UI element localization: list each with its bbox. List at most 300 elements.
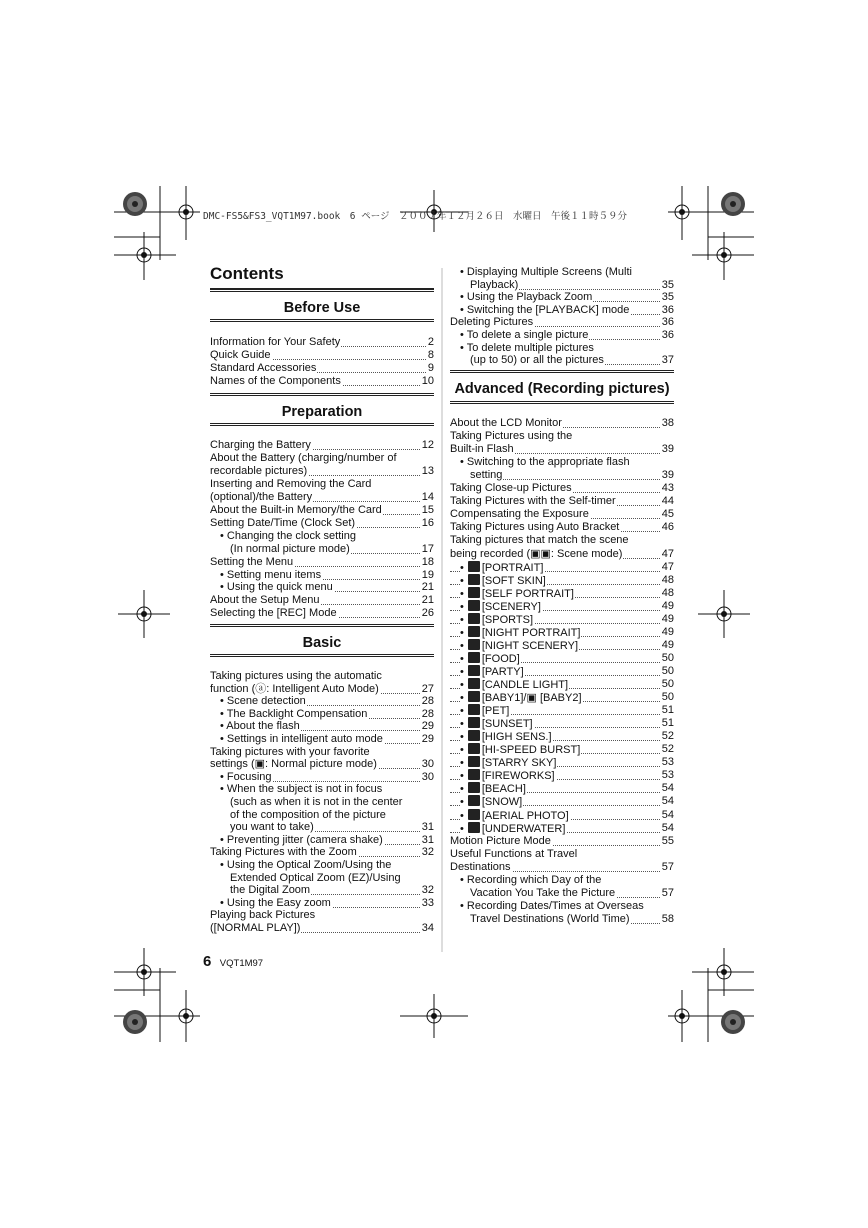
toc-entry-text: • Using the quick menu [220,581,333,594]
toc-entry[interactable] [450,443,674,456]
toc-page-number: 31 [421,833,434,846]
bullet: • [460,600,464,613]
toc-entry-label: [FIREWORKS] [481,770,555,783]
toc-entry[interactable] [210,809,434,822]
toc-entry-text: • To delete a single picture [460,329,589,341]
section-rule [450,401,674,404]
toc-entry[interactable] [450,809,674,822]
section-title-before-use: Before Use [283,300,361,316]
toc-entry[interactable] [210,846,434,859]
toc-entry-text [460,810,570,822]
toc-entry-text: Travel Destinations (World Time) [470,912,630,925]
toc-entry-text: • To delete multiple pictures [460,341,594,354]
toc-entry-text: Destinations [450,860,511,873]
bullet: • [460,652,464,665]
toc-entry[interactable] [450,756,674,769]
bullet: • [460,587,464,600]
bullet: • [460,574,464,587]
toc-entry-text [460,588,575,600]
scene-mode-icon [468,665,480,676]
toc-entry-text: (In normal picture mode) [230,542,350,555]
bullet: • [460,692,464,705]
toc-entry-text [460,653,521,665]
scene-mode-icon [468,574,480,585]
toc-entry[interactable] [450,913,674,926]
toc-entry[interactable] [210,581,434,594]
bullet: • [460,665,464,678]
toc-entry-text [460,783,527,795]
toc-entry-text: Playback) [470,278,519,291]
manual-code: VQT1M97 [219,958,264,969]
toc-entry[interactable] [450,730,674,743]
bullet: • [460,757,464,770]
bullet: • [460,744,464,757]
toc-entry[interactable] [450,769,674,782]
toc-entry[interactable] [450,316,674,329]
toc-page-number: 54 [661,795,674,808]
toc-entry-text: • Switching to the appropriate flash [460,456,630,469]
toc-entry[interactable] [210,504,434,517]
toc-entry-text: • About the flash [220,720,300,733]
toc-entry-text: • Using the Optical Zoom/Using the [220,859,392,871]
toc-entry[interactable] [450,874,674,887]
section-title-advanced: Advanced (Recording pictures) [454,381,670,397]
section-rule [210,393,434,396]
toc-entry[interactable] [450,665,674,678]
section-rule [450,370,674,373]
toc-entry-text: (such as when it is not in the center [230,796,403,808]
toc-entry[interactable] [450,304,674,317]
toc-entry[interactable] [210,349,434,362]
toc-entry-text: function (ⓐ: Intelligent Auto Mode) [210,682,379,695]
toc-entry-text: Taking pictures that match the scene [450,534,629,547]
toc-entry[interactable] [210,452,434,465]
section-rule [210,289,434,292]
toc-entry-text: Taking Pictures using Auto Bracket [450,521,620,534]
toc-entry-text: (up to 50) or all the pictures [470,354,604,367]
bullet: • [460,613,464,626]
toc-page-number: 46 [661,521,674,534]
toc-page-number: 54 [661,782,674,795]
bullet: • [460,770,464,783]
scene-mode-icon [468,561,480,572]
toc-entry-text: Setting Date/Time (Clock Set) [210,516,356,529]
toc-entry[interactable] [210,771,434,784]
toc-entry[interactable] [450,508,674,521]
toc-entry-text: • When the subject is not in focus [220,783,383,796]
toc-entry[interactable] [450,342,674,355]
toc-entry-text: Taking pictures with your favorite [210,745,370,758]
toc-entry-label: [AERIAL PHOTO] [481,809,569,822]
toc-entry-text: Selecting the [REC] Mode [210,607,337,620]
toc-page-number: 53 [661,756,674,769]
toc-entry[interactable] [450,717,674,730]
toc-page-number: 43 [661,482,674,495]
bullet: • [460,626,464,639]
toc-entry[interactable] [450,887,674,900]
toc-entry[interactable] [450,861,674,874]
scene-mode-icon [468,704,480,715]
toc-entry-text [460,601,542,613]
toc-page-number: 51 [661,704,674,717]
toc-entry[interactable] [210,695,434,708]
toc-page-number: 37 [661,354,674,367]
toc-entry-text [460,796,523,808]
toc-entry-text: • Displaying Multiple Screens (Multi [460,266,632,278]
toc-page-number: 39 [661,469,674,482]
toc-entry[interactable] [450,417,674,430]
scene-mode-icon [468,639,480,650]
toc-entry[interactable] [450,329,674,342]
toc-entry[interactable] [450,561,674,574]
toc-page-number: 51 [661,717,674,730]
toc-entry[interactable] [450,652,674,665]
toc-page-number: 52 [661,743,674,756]
toc-entry-text [460,614,534,626]
toc-entry[interactable] [450,743,674,756]
toc-entry[interactable] [450,354,674,367]
scene-mode-icon [468,717,480,728]
toc-entry[interactable] [210,796,434,809]
toc-page-number: 30 [421,770,434,783]
toc-page-number: 54 [661,821,674,834]
toc-page-number: 49 [661,599,674,612]
toc-page-number: 14 [421,490,434,503]
toc-entry[interactable] [450,600,674,613]
toc-entry-text: Names of the Components [210,375,341,387]
toc-page-number: 50 [661,664,674,677]
toc-entry[interactable] [210,478,434,491]
toc-entry-text: you want to take) [230,821,314,834]
toc-entry-text [460,744,581,756]
toc-entry[interactable] [210,362,434,375]
toc-page-number: 9 [427,362,434,374]
toc-entry-text: • Using the Playback Zoom [460,291,593,304]
toc-page-number: 33 [421,896,434,909]
toc-entry-text: Taking pictures using the automatic [210,670,382,682]
bullet: • [460,679,464,691]
section-rule [210,624,434,627]
toc-entry[interactable] [450,430,674,443]
toc-entry-text: Deleting Pictures [450,316,534,329]
toc-entry[interactable] [210,733,434,746]
scene-mode-icon [468,678,480,689]
toc-entry[interactable] [450,587,674,600]
toc-entry[interactable] [210,375,434,388]
toc-entry-text: Taking Pictures using the [450,430,573,443]
toc-entry[interactable] [450,521,674,534]
toc-page-number: 58 [661,912,674,925]
toc-page-number: 29 [421,733,434,745]
bullet: • [460,783,464,796]
toc-entry-text: Charging the Battery [210,439,311,451]
toc-entry[interactable] [450,613,674,626]
toc-entry[interactable] [450,291,674,304]
toc-entry-text: About the Battery (charging/number of [210,451,397,464]
toc-entry-label: [HI-SPEED BURST] [481,744,581,757]
toc-page-number: 31 [421,821,434,834]
toc-page-number: 50 [661,651,674,664]
toc-entry-text: the Digital Zoom [230,884,311,897]
toc-entry-label: [BEACH] [481,783,526,796]
toc-entry[interactable] [210,834,434,847]
toc-entry-text: • Changing the clock setting [220,529,356,542]
toc-entry[interactable] [450,626,674,639]
toc-entry[interactable] [210,569,434,582]
toc-entry[interactable] [450,795,674,808]
toc-page-number: 18 [421,555,434,568]
toc-entry[interactable] [210,708,434,721]
toc-entry-text: Information for Your Safety [210,336,341,348]
toc-entry[interactable] [450,495,674,508]
toc-entry-text [460,640,579,652]
toc-entry[interactable] [210,922,434,935]
scene-mode-icon [468,587,480,598]
toc-entry-text: Standard Accessories [210,362,317,374]
toc-entry-text: Motion Picture Mode [450,834,551,847]
scene-mode-icon [468,822,480,833]
toc-entry[interactable] [210,439,434,452]
toc-page-number: 16 [421,516,434,529]
toc-entry-text [460,731,553,743]
toc-entry[interactable] [210,543,434,556]
toc-page-number: 21 [421,594,434,607]
toc-entry-label: [CANDLE LIGHT] [481,679,569,691]
toc-entry-text: Inserting and Removing the Card [210,477,372,490]
bullet: • [460,705,464,718]
bullet: • [460,639,464,652]
toc-entry-text: recordable pictures) [210,464,308,477]
toc-entry-text [460,562,544,574]
toc-page-number: 50 [661,678,674,690]
toc-entry-text: • Scene detection [220,695,306,708]
scene-mode-icon [468,652,480,663]
toc-entry[interactable] [210,758,434,771]
toc-entry-text: • Using the Easy zoom [220,896,331,909]
toc-page-number: 35 [661,291,674,304]
toc-entry[interactable] [210,720,434,733]
toc-entry-text: Quick Guide [210,349,271,361]
toc-page-number: 50 [661,691,674,704]
toc-entry-text: • Recording which Day of the [460,873,602,886]
toc-page-number: 36 [661,329,674,341]
toc-entry-text: About the LCD Monitor [450,417,562,429]
toc-page-number: 49 [661,625,674,638]
toc-entry[interactable] [450,835,674,848]
toc-page-number: 17 [421,542,434,555]
toc-entry[interactable] [210,897,434,910]
toc-page-number: 34 [421,922,434,934]
toc-page-number: 38 [661,417,674,429]
toc-entry-label: [PARTY] [481,665,524,678]
toc-entry[interactable] [450,548,674,561]
page-footer [203,953,263,971]
toc-page-number: 27 [421,682,434,695]
toc-entry-text [460,705,510,717]
toc-page-number: 53 [661,769,674,782]
toc-entry-label: [FOOD] [481,652,520,665]
toc-entry-text: setting [470,469,503,482]
toc-entry[interactable] [210,517,434,530]
toc-entry-label: [UNDERWATER] [481,822,566,835]
toc-entry-text [460,679,569,691]
section-rule [210,319,434,322]
left-column [210,262,434,962]
scene-mode-icon [468,626,480,637]
toc-entry[interactable] [210,465,434,478]
bullet: • [460,718,464,731]
toc-page-number: 39 [661,443,674,456]
toc-page-number: 49 [661,612,674,625]
scene-mode-icon [468,730,480,741]
toc-entry-text [460,627,581,639]
scene-mode-icon [468,795,480,806]
toc-entry-label: [SNOW] [481,796,523,809]
toc-entry[interactable] [450,574,674,587]
toc-entry[interactable] [450,279,674,292]
toc-page-number: 32 [421,846,434,859]
scene-mode-icon [468,600,480,611]
toc-page-number: 48 [661,573,674,586]
toc-entry[interactable] [210,872,434,885]
toc-page-number: 47 [661,560,674,573]
toc-entry[interactable] [210,607,434,620]
toc-entry[interactable] [450,691,674,704]
toc-entry[interactable] [210,783,434,796]
toc-entry-text: • The Backlight Compensation [220,707,368,720]
toc-entry[interactable] [450,678,674,691]
toc-page-number: 55 [661,834,674,847]
toc-entry[interactable] [210,683,434,696]
toc-entry-text: Setting the Menu [210,555,294,568]
toc-page-number: 28 [421,695,434,708]
bullet: • [460,796,464,809]
toc-page-number: 21 [421,581,434,594]
toc-page-number: 48 [661,586,674,599]
toc-entry-text: Taking Close-up Pictures [450,482,572,495]
scene-mode-icon [468,782,480,793]
toc-page-number: 8 [427,349,434,361]
toc-entry-text: • Preventing jitter (camera shake) [220,833,383,846]
toc-entry-text: • Setting menu items [220,568,322,581]
toc-entry[interactable] [450,456,674,469]
toc-entry[interactable] [210,491,434,504]
toc-entry-text: being recorded (▣▣: Scene mode) [450,547,623,560]
toc-page-number: 10 [421,375,434,387]
bullet: • [460,822,464,835]
toc-entry-text: • Settings in intelligent auto mode [220,733,383,745]
toc-page-number: 12 [421,439,434,451]
toc-entry[interactable] [450,848,674,861]
toc-entry[interactable] [450,704,674,717]
toc-entry-text: Playing back Pictures [210,909,316,922]
toc-page-number: 52 [661,730,674,743]
toc-entry-text [460,823,566,835]
toc-entry-label: [SOFT SKIN] [481,574,546,587]
toc-entry-label: [SCENERY] [481,600,541,613]
toc-entry-text: Built-in Flash [450,443,514,456]
toc-entry[interactable] [210,556,434,569]
toc-entry-text [460,770,556,782]
toc-page-number: 47 [661,547,674,560]
toc-entry-text: (optional)/the Battery [210,490,313,503]
toc-page-number: 45 [661,508,674,521]
toc-page-number: 36 [661,303,674,316]
toc-entry-text [460,757,557,769]
toc-entry-text: Extended Optical Zoom (EZ)/Using [230,871,401,884]
toc-entry-text: Vacation You Take the Picture [470,886,616,899]
toc-entry-text [460,666,525,678]
toc-entry[interactable] [210,884,434,897]
toc-entry-text: of the composition of the picture [230,808,386,821]
toc-entry-text: • Focusing [220,770,272,783]
toc-entry[interactable] [210,670,434,683]
toc-entry[interactable] [450,534,674,547]
toc-page-number: 49 [661,638,674,651]
toc-entry-label: [SPORTS] [481,613,534,626]
toc-entry[interactable] [450,782,674,795]
toc-entry[interactable] [210,859,434,872]
section-title-basic: Basic [302,635,342,651]
toc-page-number: 28 [421,707,434,720]
toc-entry[interactable] [450,639,674,652]
toc-page-number: 57 [661,860,674,873]
toc-entry[interactable] [210,336,434,349]
toc-entry-label: [NIGHT SCENERY] [481,639,579,652]
toc-entry-label: [SUNSET] [481,718,533,731]
toc-entry[interactable] [210,594,434,607]
right-column [450,266,674,966]
page-title: Contents [210,264,284,283]
toc-entry-label: [HIGH SENS.] [481,731,552,744]
toc-page-number: 15 [421,503,434,516]
toc-page-number: 35 [661,278,674,291]
toc-entry[interactable] [450,469,674,482]
toc-entry-text: Useful Functions at Travel [450,847,578,860]
toc-entry[interactable] [210,909,434,922]
scene-mode-icon [468,613,480,624]
toc-entry[interactable] [210,746,434,759]
toc-entry[interactable] [450,482,674,495]
toc-entry-text: • Recording Dates/Times at Overseas [460,899,644,912]
toc-entry-text [460,692,583,704]
toc-page-number: 29 [421,720,434,733]
toc-entry[interactable] [450,266,674,279]
toc-entry-label: [NIGHT PORTRAIT] [481,626,581,639]
toc-entry[interactable] [210,821,434,834]
toc-entry[interactable] [450,822,674,835]
toc-entry-text: ([NORMAL PLAY]) [210,922,301,934]
print-header: DMC-FS5&FS3_VQT1M97.book 6 ページ ２００７年１２月２６日 水曜日 午後１１時５９分 [203,211,628,222]
toc-page-number: 32 [421,884,434,897]
toc-page-number: 13 [421,464,434,477]
toc-entry-text: • Switching the [PLAYBACK] mode [460,303,630,316]
scene-mode-icon [468,809,480,820]
toc-entry-label: [STARRY SKY] [481,757,557,770]
toc-entry-label: [SELF PORTRAIT] [481,587,574,600]
toc-entry-text: Taking Pictures with the Zoom [210,846,357,859]
toc-page-number: 30 [421,758,434,771]
scene-mode-icon [468,743,480,754]
toc-entry-text [460,575,547,587]
toc-entry-text: Taking Pictures with the Self-timer [450,495,616,508]
bullet: • [460,731,464,744]
section-title-preparation: Preparation [281,404,363,420]
section-rule [210,423,434,426]
toc-entry[interactable] [450,900,674,913]
toc-entry[interactable] [210,530,434,543]
toc-page-number: 19 [421,568,434,581]
